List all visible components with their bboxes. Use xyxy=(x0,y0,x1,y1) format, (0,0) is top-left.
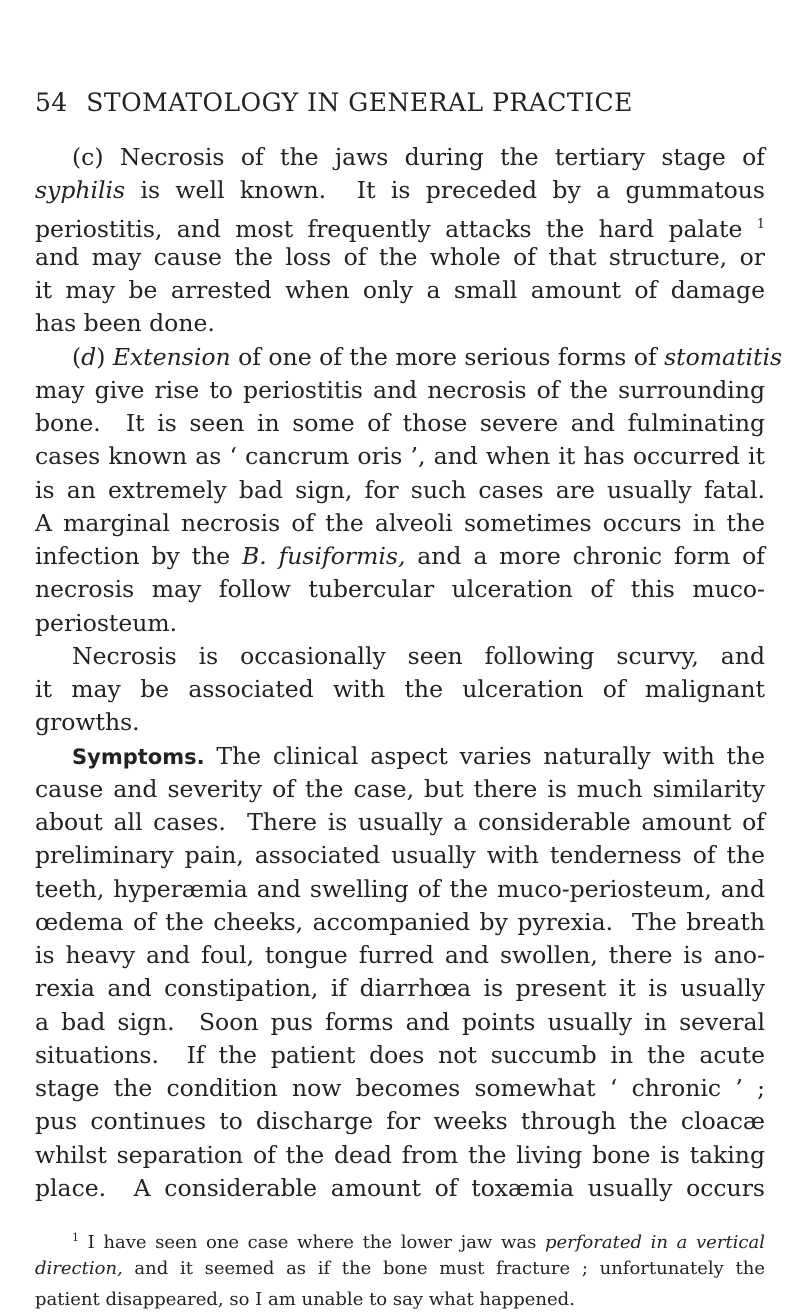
text-line xyxy=(35,706,765,739)
text-line xyxy=(35,873,765,906)
text-run: is an extremely bad sign, for such cases are usually fatal. xyxy=(35,475,765,504)
text-run: teeth, hyperæmia and swelling of the muco-periosteum, and xyxy=(35,874,765,903)
text-run: place. A considerable amount of toxæmia usually occurs xyxy=(35,1173,765,1202)
text-run: and it seemed as if the bone must fracture ; unfortunately the xyxy=(122,1258,765,1279)
text-run: about all cases. There is usually a considerable amount of xyxy=(35,808,765,836)
text-run: of one of the more serious forms of xyxy=(230,342,665,371)
italic-text: stomatitis xyxy=(664,342,783,371)
text-line xyxy=(35,274,765,307)
text-line xyxy=(35,573,765,606)
running-header xyxy=(35,88,765,117)
text-line xyxy=(35,773,765,806)
italic-text: B. fusiformis, xyxy=(242,542,406,570)
text-run: The clinical aspect varies naturally with the xyxy=(204,741,765,770)
page-number: 54 xyxy=(35,88,68,117)
text-line xyxy=(35,1006,765,1039)
text-line xyxy=(35,1105,765,1138)
running-title: STOMATOLOGY IN GENERAL PRACTICE xyxy=(86,88,633,117)
text-run: cause and severity of the case, but there is much similarity xyxy=(35,774,765,803)
text-run: it may be arrested when only a small amount of damage xyxy=(35,276,765,304)
text-line xyxy=(35,208,765,241)
text-run: œdema of the cheeks, accompanied by pyrexia. The breath xyxy=(35,907,765,936)
text-run: it may be associated with the ulceration of malignant xyxy=(35,675,765,703)
text-run: a bad sign. Soon pus forms and points usually in several xyxy=(35,1007,765,1036)
italic-text: Extension xyxy=(112,342,231,371)
text-run: rexia and constipation, if diarrhœa is present it is usually xyxy=(35,974,765,1003)
text-line xyxy=(35,640,765,673)
text-run: bone. It is seen in some of those severe and fulminating xyxy=(35,409,765,437)
text-line xyxy=(35,141,765,174)
text-line xyxy=(35,174,765,207)
text-run: (c) Necrosis of the jaws during the tertiary stage of xyxy=(72,143,765,171)
italic-text: direction, xyxy=(35,1258,123,1279)
text-run: periostitis, and most frequently attacks the hard palate xyxy=(35,214,757,243)
text-line xyxy=(35,673,765,706)
text-run: is heavy and foul, tongue furred and swollen, there is ano- xyxy=(35,941,765,969)
text-run: I have seen one case where the lower jaw was xyxy=(79,1232,545,1253)
text-run: pus continues to discharge for weeks through the cloacæ xyxy=(35,1107,765,1136)
footnote-line xyxy=(35,1284,765,1315)
text-run: is well known. It is preceded by a gummatous xyxy=(125,176,765,205)
text-line xyxy=(35,507,765,540)
text-line xyxy=(35,1172,765,1205)
text-run: growths. xyxy=(35,708,140,737)
text-line xyxy=(35,607,765,640)
text-line xyxy=(35,540,765,573)
text-run: whilst separation of the dead from the living bone is taking xyxy=(35,1140,765,1169)
text-line xyxy=(35,1139,765,1172)
text-run: has been done. xyxy=(35,309,215,338)
text-run: Necrosis is occasionally seen following scurvy, and xyxy=(72,641,765,670)
text-line xyxy=(35,1039,765,1072)
text-line xyxy=(35,307,765,340)
italic-text: d xyxy=(81,342,97,371)
footnote-marker: 1 xyxy=(756,216,765,232)
text-run: may give rise to periostitis and necrosis of the surrounding xyxy=(35,375,765,404)
text-run: ) xyxy=(96,342,113,371)
text-run: cases known as ‘ cancrum oris ’, and when it has occurred it xyxy=(35,442,765,471)
text-line xyxy=(35,906,765,939)
footnote-line xyxy=(35,1222,765,1253)
text-run: periosteum. xyxy=(35,608,178,637)
italic-text: syphilis xyxy=(35,176,126,205)
text-line xyxy=(35,740,765,773)
footnote xyxy=(35,1222,765,1315)
text-run: stage the condition now becomes somewhat ‘ chronic ’ ; xyxy=(35,1074,765,1102)
text-line xyxy=(35,474,765,507)
italic-text: perforated in a vertical xyxy=(544,1232,765,1253)
text-run: and a more chronic form of xyxy=(405,542,766,570)
text-run: A marginal necrosis of the alveoli sometimes occurs in the xyxy=(35,508,765,537)
text-line xyxy=(35,939,765,972)
footnote-marker: 1 xyxy=(72,1231,79,1244)
bold-heading: Symptoms. xyxy=(72,744,205,769)
text-line xyxy=(35,806,765,839)
text-run: and may cause the loss of the whole of that structure, or xyxy=(35,242,765,271)
text-line xyxy=(35,341,783,374)
text-line xyxy=(35,374,765,407)
body-text xyxy=(35,141,783,1205)
text-line xyxy=(35,972,765,1005)
text-run: patient disappeared, so I am unable to say what happened. xyxy=(35,1289,575,1310)
text-run: ( xyxy=(72,342,82,371)
text-run: situations. If the patient does not succumb in the acute xyxy=(35,1040,765,1069)
text-line xyxy=(35,440,765,473)
text-line xyxy=(35,241,765,274)
text-line xyxy=(35,407,765,440)
text-run: infection by the xyxy=(35,542,243,570)
text-run: preliminary pain, associated usually with tenderness of the xyxy=(35,841,765,870)
text-run: necrosis may follow tubercular ulceration of this muco- xyxy=(35,575,765,604)
footnote-line xyxy=(35,1253,765,1284)
text-line xyxy=(35,1072,765,1105)
text-line xyxy=(35,839,765,872)
